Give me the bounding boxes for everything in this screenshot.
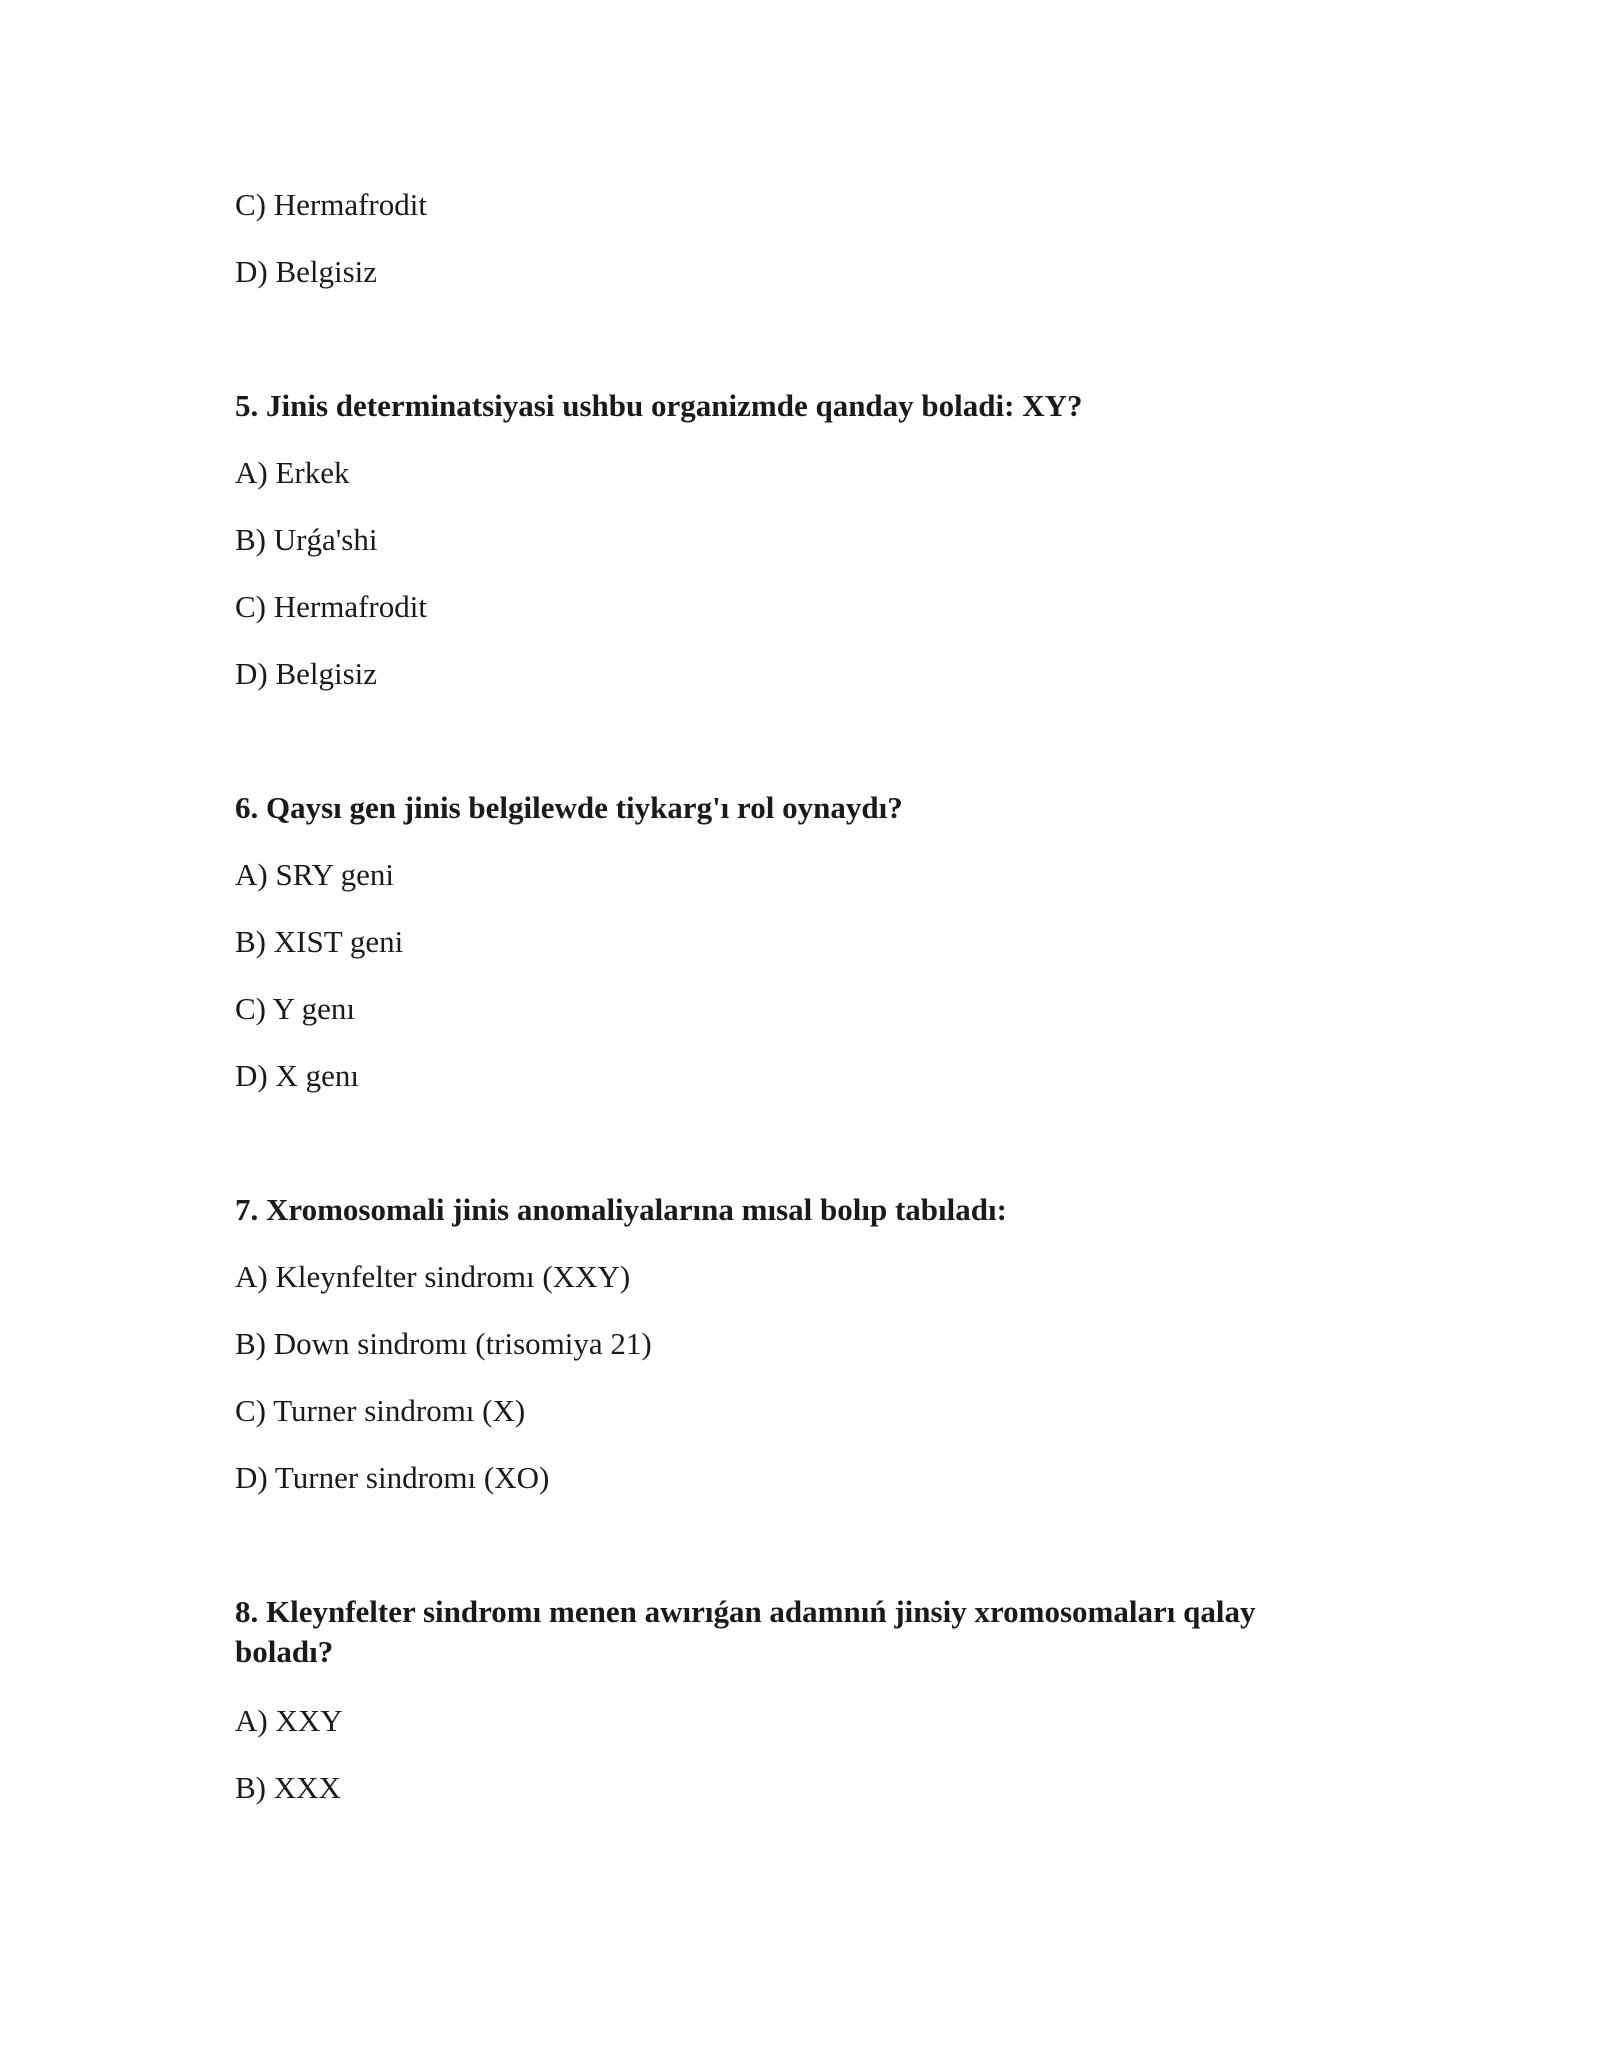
- option-7b: B) Down sindromı (trisomiya 21): [235, 1326, 652, 1361]
- option-5c: C) Hermafrodit: [235, 589, 427, 624]
- question-5: 5. Jinis determinatsiyasi ushbu organizmde qanday boladi: XY?: [235, 388, 1083, 423]
- option-4d: D) Belgisiz: [235, 254, 378, 289]
- option-6a: A) SRY geni: [235, 857, 395, 892]
- option-4c: C) Hermafrodit: [235, 187, 427, 222]
- option-7c: C) Turner sindromı (X): [235, 1393, 526, 1428]
- option-7a: A) Kleynfelter sindromı (XXY): [235, 1259, 631, 1294]
- option-5a: A) Erkek: [235, 455, 350, 490]
- question-7: 7. Xromosomali jinis anomaliyalarına mısal bolıp tabıladı:: [235, 1192, 1007, 1227]
- option-6c: C) Y genı: [235, 991, 355, 1026]
- option-8b: B) XXX: [235, 1770, 341, 1805]
- option-5b: B) Urǵa'shi: [235, 522, 378, 557]
- option-8a: A) XXY: [235, 1703, 343, 1738]
- option-6b: B) XIST geni: [235, 924, 404, 959]
- option-5d: D) Belgisiz: [235, 656, 378, 691]
- option-7d: D) Turner sindromı (XO): [235, 1460, 550, 1495]
- question-8: 8. Kleynfelter sindromı menen awırıǵan adamnıń jinsiy xromosomaları qalay boladı?: [235, 1594, 1256, 1669]
- option-6d: D) X genı: [235, 1058, 359, 1093]
- question-6: 6. Qaysı gen jinis belgilewde tiykarg'ı rol oynaydı?: [235, 790, 903, 825]
